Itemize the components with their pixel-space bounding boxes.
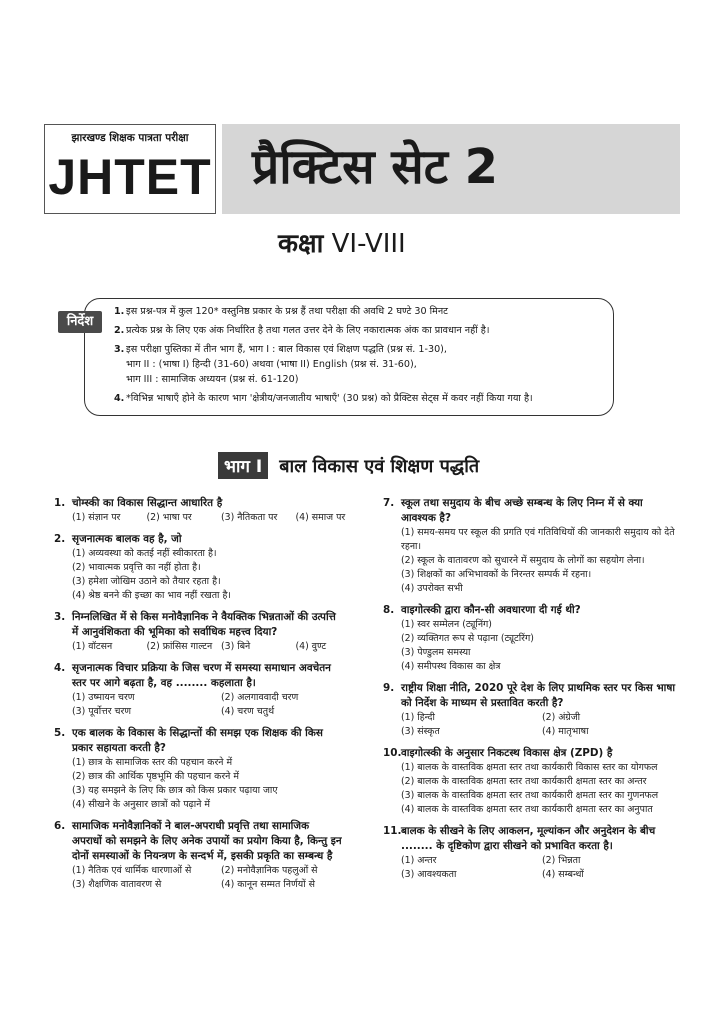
question-item <box>54 726 370 812</box>
question-number: 7. <box>383 497 395 509</box>
exam-brand-box <box>44 124 216 214</box>
question-item <box>383 496 683 596</box>
question-text <box>72 661 370 691</box>
answer-option: (2) छात्र की आर्थिक पृष्ठभूमि की पहचान करने में <box>72 771 239 782</box>
question-item <box>54 661 370 719</box>
answer-option: (1) समय-समय पर स्कूल की प्रगति एवं गतिविधियों की जानकारी समुदाय को देते रहना। <box>401 527 675 552</box>
question-number: 1. <box>54 497 66 509</box>
section-tag: भाग I <box>218 452 268 479</box>
answer-option: (4) सम्बन्धों <box>542 869 584 880</box>
class-range: VI-VIII <box>331 229 406 259</box>
question-stem <box>383 496 683 526</box>
answer-option: (2) बालक के वास्तविक क्षमता स्तर तथा कार्यकारी क्षमता स्तर का अन्तर <box>401 776 647 787</box>
instruction-text <box>126 323 614 338</box>
option-row <box>72 640 370 654</box>
instruction-line: इस परीक्षा पुस्तिका में तीन भाग हैं, भाग I : बाल विकास एवं शिक्षण पद्धति (प्रश्न सं. 1-30), <box>126 344 447 355</box>
question-options <box>72 511 370 525</box>
question-text <box>401 824 683 854</box>
question-stem <box>54 661 370 691</box>
question-options <box>401 761 683 817</box>
answer-option: (4) समीपस्थ विकास का क्षेत्र <box>401 661 501 672</box>
question-options <box>72 640 370 654</box>
section-header <box>218 452 479 479</box>
answer-option: (3) शैक्षणिक वातावरण से <box>72 879 162 890</box>
question-line: दोनों समस्याओं के नियन्त्रण के सन्दर्भ में, इसकी प्रकृति का सम्बन्ध है <box>72 850 333 862</box>
answer-option: (1) अन्तर <box>401 855 437 866</box>
option-row <box>72 878 370 892</box>
question-number: 5. <box>54 727 66 739</box>
answer-option: (4) बालक के वास्तविक क्षमता स्तर तथा कार्यकारी क्षमता स्तर का अनुपात <box>401 804 653 815</box>
option-row <box>72 864 370 878</box>
answer-option: (4) श्रेष्ठ बनने की इच्छा का भाव नहीं रखता है। <box>72 590 231 601</box>
question-line: निम्नलिखित में से किस मनोवैज्ञानिक ने वैयक्तिक भिन्नताओं की उत्पत्ति <box>72 611 336 623</box>
question-stem <box>54 532 370 547</box>
question-text <box>401 681 683 711</box>
section-title: बाल विकास एवं शिक्षण पद्धति <box>279 455 480 477</box>
instructions-tag: निर्देश <box>58 311 102 333</box>
question-options <box>72 691 370 719</box>
question-options <box>401 618 683 674</box>
question-stem <box>383 746 683 761</box>
question-number: 8. <box>383 604 395 616</box>
question-line: आवश्यक है? <box>401 512 451 524</box>
answer-option: (1) वॉटसन <box>72 641 113 652</box>
instruction-item <box>114 391 614 406</box>
question-item <box>54 610 370 654</box>
answer-option: (3) पूर्वोत्तर चरण <box>72 706 132 717</box>
question-line: सामाजिक मनोवैज्ञानिकों ने बाल-अपराधी प्रवृत्ति तथा सामाजिक <box>72 820 310 832</box>
option-row <box>401 711 683 725</box>
question-options <box>401 526 683 596</box>
answer-option: (1) हिन्दी <box>401 712 435 723</box>
question-number: 6. <box>54 820 66 832</box>
answer-option: (2) भाषा पर <box>146 512 192 523</box>
question-stem <box>383 681 683 711</box>
instruction-text <box>126 304 614 319</box>
question-line: वाइगोत्स्की द्वारा कौन-सी अवधारणा दी गई थी? <box>401 604 581 616</box>
question-stem <box>54 610 370 640</box>
question-text <box>72 496 370 511</box>
question-line: सृजनात्मक विचार प्रक्रिया के जिस चरण में समस्या समाधान अवचेतन <box>72 662 331 674</box>
option-row <box>72 705 370 719</box>
instruction-line: भाग II : (भाषा I) हिन्दी (31-60) अथवा (भाषा II) English (प्रश्न सं. 31-60), <box>126 359 417 370</box>
instruction-number: 1. <box>114 306 125 317</box>
question-item <box>383 603 683 674</box>
answer-option: (1) अव्यवस्था को कतई नहीं स्वीकारता है। <box>72 548 217 559</box>
question-stem <box>54 726 370 756</box>
answer-option: (4) वुण्ट <box>295 641 327 652</box>
answer-option: (4) चरण चतुर्थ <box>221 706 275 717</box>
answer-option: (3) बिने <box>221 641 251 652</box>
question-text <box>401 746 683 761</box>
question-item <box>54 532 370 603</box>
question-text <box>401 496 683 526</box>
answer-option: (4) उपरोक्त सभी <box>401 583 463 594</box>
question-number: 10. <box>383 747 402 759</box>
questions-right-column <box>383 496 683 889</box>
answer-option: (4) कानून सम्मत निर्णयों से <box>221 879 315 890</box>
option-row <box>401 725 683 739</box>
answer-option: (3) आवश्यकता <box>401 869 457 880</box>
answer-option: (4) मातृभाषा <box>542 726 589 737</box>
answer-option: (3) शिक्षकों का अभिभावकों के निरन्तर सम्पर्क में रहना। <box>401 569 592 580</box>
instructions-list <box>114 304 614 410</box>
answer-option: (2) भावात्मक प्रवृत्ति का नहीं होता है। <box>72 562 201 573</box>
question-options <box>72 756 370 812</box>
answer-option: (1) उष्मायन चरण <box>72 692 135 703</box>
instruction-number: 3. <box>114 344 125 355</box>
question-line: में आनुवंशिकता की भूमिका को सर्वाधिक महत्त्व दिया? <box>72 626 278 638</box>
question-line: स्तर पर आगे बढ़ता है, वह ........ कहलाता है। <box>72 677 256 689</box>
answer-option: (1) छात्र के सामाजिक स्तर की पहचान करने में <box>72 757 233 768</box>
question-stem <box>54 819 370 864</box>
question-text <box>72 726 370 756</box>
answer-option: (1) बालक के वास्तविक क्षमता स्तर तथा कार्यकारी विकास स्तर का योगफल <box>401 762 658 773</box>
answer-option: (3) पेण्डुलम समस्या <box>401 647 471 658</box>
option-row <box>72 691 370 705</box>
answer-option: (2) अलगाववादी चरण <box>221 692 299 703</box>
answer-option: (1) नैतिक एवं धार्मिक धारणाओं से <box>72 865 192 876</box>
question-options <box>72 547 370 603</box>
question-item <box>383 824 683 882</box>
question-number: 4. <box>54 662 66 674</box>
question-number: 3. <box>54 611 66 623</box>
instruction-line: प्रत्येक प्रश्न के लिए एक अंक निर्धारित है तथा गलत उत्तर देने के लिए नकारात्मक अंक का प्रावधान नहीं है। <box>126 325 490 336</box>
question-item <box>383 681 683 739</box>
question-line: एक बालक के विकास के सिद्धान्तों की समझ एक शिक्षक की किस <box>72 727 323 739</box>
question-item <box>54 819 370 892</box>
instruction-number: 4. <box>114 393 125 404</box>
class-label: कक्षा <box>278 229 324 259</box>
question-text <box>72 532 370 547</box>
answer-option: (2) व्यक्तिगत रूप से पढ़ाना (ट्यूटरिंग) <box>401 633 534 644</box>
question-line: अपराधों को समझने के लिए अनेक उपायों का प्रयोग किया है, किन्तु इन <box>72 835 342 847</box>
question-line: बालक के सीखने के लिए आकलन, मूल्यांकन और अनुदेशन के बीच <box>401 825 656 837</box>
question-item <box>383 746 683 817</box>
question-number: 11. <box>383 825 402 837</box>
question-line: सृजनात्मक बालक वह है, जो <box>72 533 182 545</box>
question-options <box>401 854 683 882</box>
question-line: को निर्देश के माध्यम से प्रस्तावित करती है? <box>401 697 564 709</box>
question-options <box>72 864 370 892</box>
class-subtitle <box>278 224 406 260</box>
question-number: 2. <box>54 533 66 545</box>
question-text <box>72 819 370 864</box>
question-line: स्कूल तथा समुदाय के बीच अच्छे सम्बन्ध के लिए निम्न में से क्या <box>401 497 643 509</box>
instruction-item <box>114 342 614 387</box>
option-row <box>401 854 683 868</box>
question-options <box>401 711 683 739</box>
answer-option: (2) मनोवैज्ञानिक पहलुओं से <box>221 865 318 876</box>
answer-option: (3) हमेशा जोखिम उठाने को तैयार रहता है। <box>72 576 221 587</box>
instruction-line: भाग III : सामाजिक अध्ययन (प्रश्न सं. 61-120) <box>126 374 299 385</box>
page-title: प्रैक्टिस सेट 2 <box>252 139 499 195</box>
question-line: ........ के दृष्टिकोण द्वारा सीखने को प्रभावित करता है। <box>401 840 613 852</box>
question-line: चोम्स्की का विकास सिद्धान्त आधारित है <box>72 497 223 509</box>
exam-name-hindi: झारखण्ड शिक्षक पात्रता परीक्षा <box>71 132 189 144</box>
instruction-line: इस प्रश्न-पत्र में कुल 120* वस्तुनिष्ठ प्रकार के प्रश्न हैं तथा परीक्षा की अवधि 2 घण्टे 30 मिनट <box>126 306 448 317</box>
answer-option: (2) स्कूल के वातावरण को सुधारने में समुदाय के लोगों का सहयोग लेना। <box>401 555 645 566</box>
answer-option: (3) संस्कृत <box>401 726 440 737</box>
instruction-item <box>114 323 614 338</box>
option-row <box>72 511 370 525</box>
answer-option: (4) सीखने के अनुसार छात्रों को पढ़ाने में <box>72 799 211 810</box>
instruction-text <box>126 391 614 406</box>
answer-option: (1) संज्ञान पर <box>72 512 121 523</box>
answer-option: (2) अंग्रेजी <box>542 712 581 723</box>
instruction-line: *विभिन्न भाषाएँ होने के कारण भाग 'क्षेत्रीय/जनजातीय भाषाएँ' (30 प्रश्न) को प्रैक्टिस सेट्स में कवर नहीं किया गया है। <box>126 393 533 404</box>
question-text <box>401 603 683 618</box>
answer-option: (3) नैतिकता पर <box>221 512 278 523</box>
question-item <box>54 496 370 525</box>
question-line: वाइगोत्स्की के अनुसार निकटस्थ विकास क्षेत्र (ZPD) है <box>401 747 613 759</box>
questions-left-column <box>54 496 370 899</box>
question-line: प्रकार सहायता करती है? <box>72 742 166 754</box>
answer-option: (2) फ्रांसिस गाल्टन <box>146 641 213 652</box>
answer-option: (1) स्वर सम्मेलन (ट्यूनिंग) <box>401 619 492 630</box>
question-text <box>72 610 370 640</box>
question-stem <box>383 603 683 618</box>
instruction-item <box>114 304 614 319</box>
exam-code: JHTET <box>48 149 212 205</box>
answer-option: (3) यह समझने के लिए कि छात्र को किस प्रकार पढ़ाया जाए <box>72 785 278 796</box>
answer-option: (2) भिन्नता <box>542 855 581 866</box>
answer-option: (3) बालक के वास्तविक क्षमता स्तर तथा कार्यकारी क्षमता स्तर का गुणनफल <box>401 790 659 801</box>
option-row <box>401 868 683 882</box>
title-band <box>222 124 680 214</box>
question-stem <box>54 496 370 511</box>
instruction-text <box>126 342 614 387</box>
question-line: राष्ट्रीय शिक्षा नीति, 2020 पूरे देश के लिए प्राथमिक स्तर पर किस भाषा <box>401 682 676 694</box>
answer-option: (4) समाज पर <box>295 512 346 523</box>
question-stem <box>383 824 683 854</box>
instruction-number: 2. <box>114 325 125 336</box>
question-number: 9. <box>383 682 395 694</box>
